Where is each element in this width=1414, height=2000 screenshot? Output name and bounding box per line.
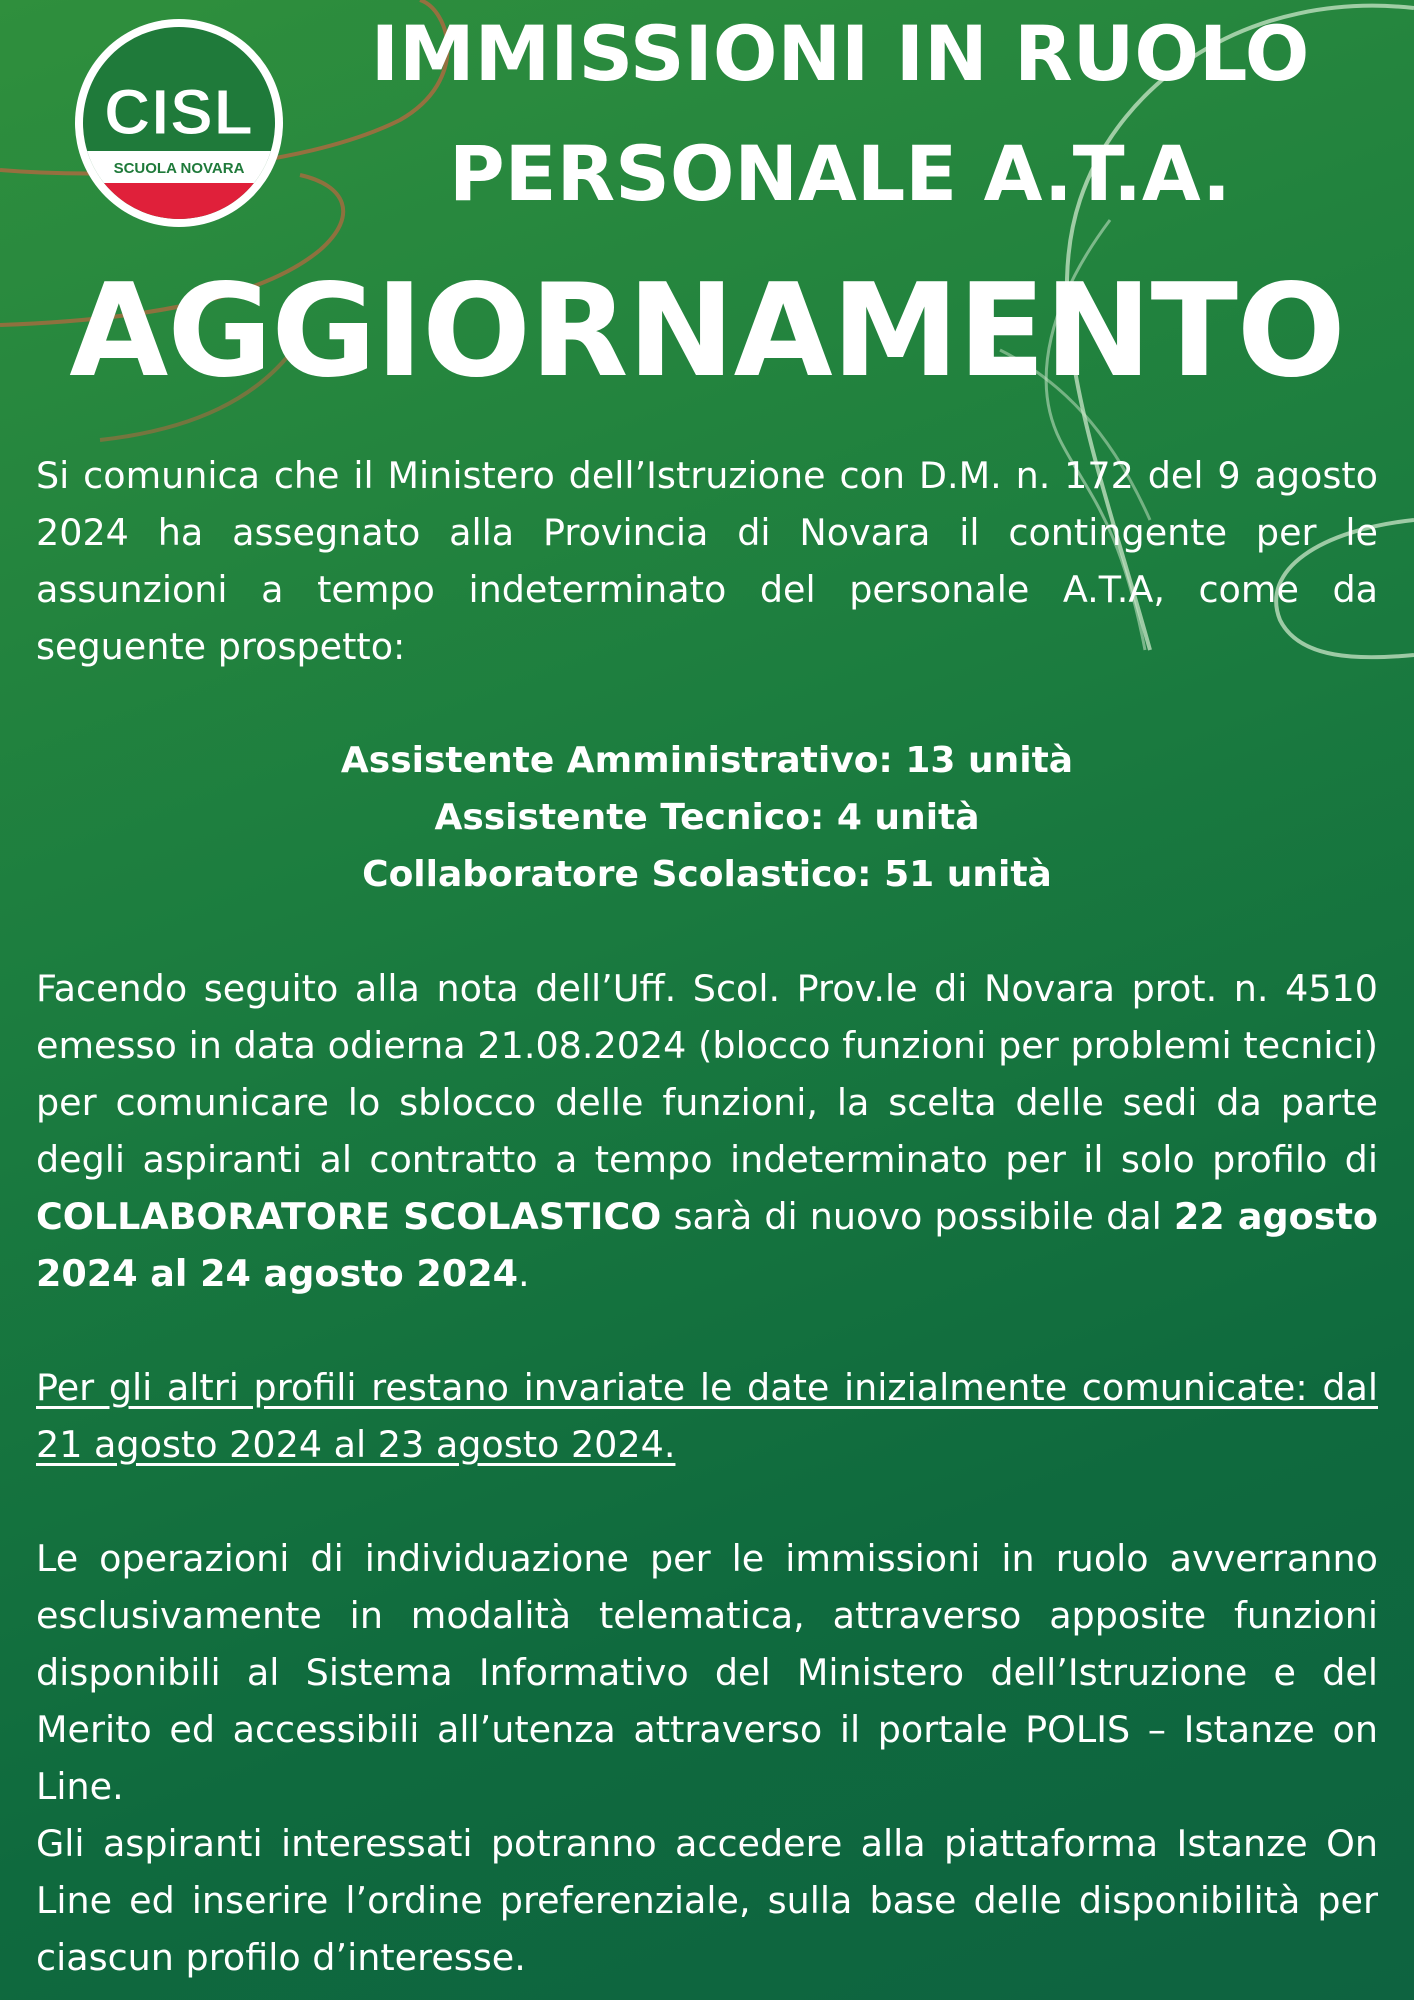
applicants-paragraph: Gli aspiranti interessati potranno accedere alla piattaforma Istanze On Line ed inserire l’ordine preferenziale, sulla base delle disponibilità per ciascun profilo d’interesse. bbox=[36, 1822, 1378, 1979]
cisl-logo bbox=[74, 18, 284, 228]
big-title: AGGIORNAMENTO bbox=[69, 257, 1345, 406]
unlock-text-part1: Facendo seguito alla nota dell’Uff. Scol. Prov.le di Novara prot. n. 4510 emesso in data odierna 21.08.2024 (blocco funzioni per problemi tecnici) per comunicare lo sblocco delle funzioni, la scelta delle sedi da parte degli aspiranti al contratto a tempo indeterminato per il solo profilo di bbox=[36, 967, 1378, 1181]
dates-highlight: 22 agosto 2024 al 24 agosto 2024 bbox=[36, 1195, 1378, 1295]
profile-highlight: COLLABORATORE SCOLASTICO bbox=[36, 1195, 662, 1238]
units-item: Assistente Amministrativo: 13 unità bbox=[340, 740, 1074, 781]
unlock-text-part2: sarà di nuovo possibile dal bbox=[661, 1195, 1174, 1238]
units-list bbox=[36, 732, 1378, 903]
other-profiles-paragraph: Per gli altri profili restano invariate le date inizialmente comunicate: dal 21 agosto 2024 al 23 agosto 2024. bbox=[36, 1366, 1378, 1466]
title-line-1: IMMISSIONI IN RUOLO bbox=[370, 9, 1310, 98]
logo-brand-text: CISL bbox=[104, 76, 254, 148]
title-line-2: PERSONALE A.T.A. bbox=[448, 129, 1232, 218]
operations-paragraph: Le operazioni di individuazione per le immissioni in ruolo avverranno esclusivamente in modalità telematica, attraverso apposite funzioni disponibili al Sistema Informativo del Ministero dell’Istruzione e del Merito ed accessibili all’utenza attraverso il portale POLIS – Istanze on Line. bbox=[36, 1537, 1378, 1808]
units-item: Assistente Tecnico: 4 unità bbox=[434, 797, 980, 838]
unlock-paragraph bbox=[36, 960, 1378, 1302]
units-item: Collaboratore Scolastico: 51 unità bbox=[362, 854, 1052, 895]
intro-paragraph: Si comunica che il Ministero dell’Istruzione con D.M. n. 172 del 9 agosto 2024 ha assegnato alla Provincia di Novara il contingente per le assunzioni a tempo indeterminato del personale A.T.A, come da seguente prospetto: bbox=[36, 454, 1378, 668]
announcement-body bbox=[36, 447, 1378, 1986]
logo-subtitle-text: SCUOLA NOVARA bbox=[113, 160, 245, 177]
unlock-text-end: . bbox=[518, 1252, 530, 1295]
